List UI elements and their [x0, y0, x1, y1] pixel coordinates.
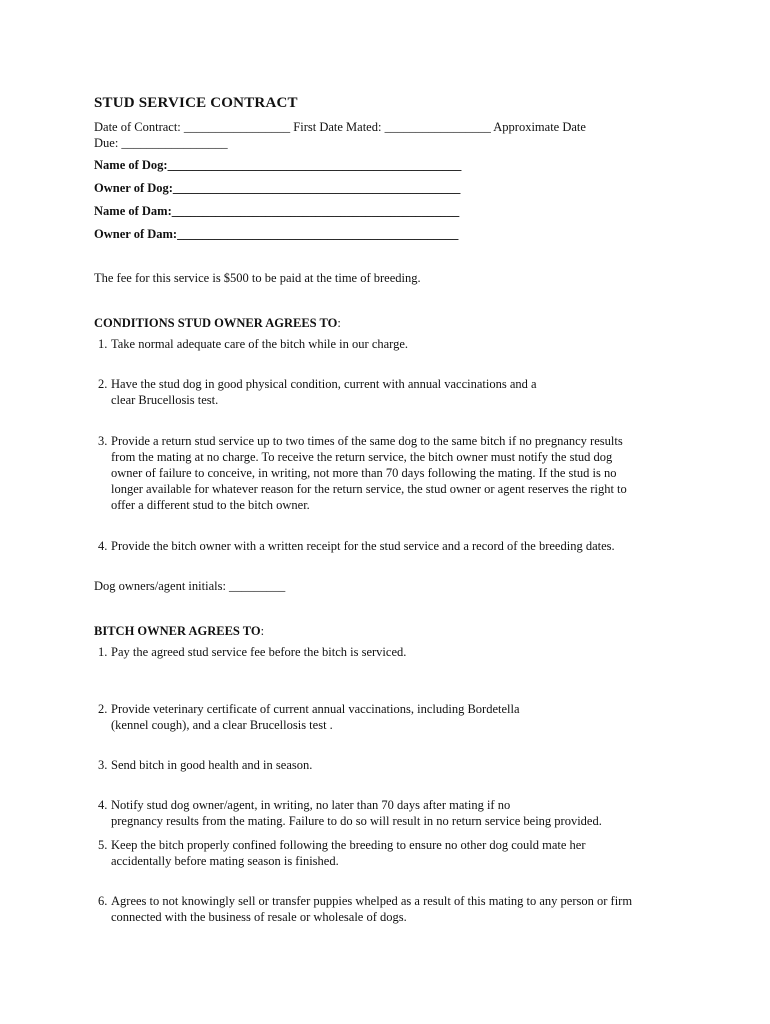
list-item-text: Keep the bitch properly confined following the breeding to ensure no other dog could mate her [111, 838, 586, 852]
list-number: 4. [98, 798, 108, 812]
bitch-item-4 [98, 797, 602, 829]
list-item-text: from the mating at no charge. To receive the return service, the bitch owner must notify the stud dog [111, 450, 613, 464]
list-number: 1. [98, 337, 108, 351]
bitch-item-6 [98, 893, 632, 925]
stud-item-4 [98, 538, 615, 554]
list-item-text: clear Brucellosis test. [111, 393, 219, 407]
bitch-section-heading [94, 623, 264, 639]
list-item-text: Provide the bitch owner with a written receipt for the stud service and a record of the breeding dates. [111, 539, 615, 553]
list-number: 2. [98, 702, 108, 716]
list-item-text: Have the stud dog in good physical condition, current with annual vaccinations and a [111, 377, 537, 391]
fee-text: The fee for this service is $500 to be paid at the time of breeding. [94, 271, 421, 285]
initials-line: Dog owners/agent initials: _________ [94, 579, 286, 593]
list-item-text: (kennel cough), and a clear Brucellosis test . [111, 718, 333, 732]
list-number: 4. [98, 539, 108, 553]
stud-item-2 [98, 376, 537, 408]
list-item-text: Pay the agreed stud service fee before the bitch is serviced. [111, 645, 407, 659]
list-number: 1. [98, 645, 108, 659]
list-item-text: Agrees to not knowingly sell or transfer puppies whelped as a result of this mating to any person or firm [111, 894, 633, 908]
list-item-text: accidentally before mating season is finished. [111, 854, 339, 868]
field-owner-of-dog: Owner of Dog:______________________________________________ [94, 181, 461, 195]
page-title: STUD SERVICE CONTRACT [94, 95, 298, 111]
list-item-text: offer a different stud to the bitch owner. [111, 498, 310, 512]
list-number: 6. [98, 894, 108, 908]
bitch-item-1 [98, 644, 406, 660]
stud-section-heading [94, 315, 341, 331]
list-item-text: Provide veterinary certificate of current annual vaccinations, including Bordetella [111, 702, 520, 716]
bitch-item-5 [98, 837, 586, 869]
list-number: 2. [98, 377, 108, 391]
list-item-text: connected with the business of resale or wholesale of dogs. [111, 910, 407, 924]
stud-heading-colon: : [337, 316, 341, 330]
stud-heading-text: CONDITIONS STUD OWNER AGREES TO [94, 316, 338, 330]
list-item-text: Take normal adequate care of the bitch while in our charge. [111, 337, 409, 351]
list-number: 5. [98, 838, 108, 852]
list-item-text: owner of failure to conceive, in writing, not more than 70 days following the mating. If the stud is no [111, 466, 617, 480]
list-item-text: Provide a return stud service up to two times of the same dog to the same bitch if no pregnancy results [111, 434, 623, 448]
bitch-item-2 [98, 701, 520, 733]
field-name-of-dam: Name of Dam:______________________________________________ [94, 204, 460, 218]
list-item-text: longer available for whatever reason for the return service, the stud owner or agent reserves the right to [111, 482, 627, 496]
bitch-item-3 [98, 757, 312, 773]
list-number: 3. [98, 434, 108, 448]
bitch-heading-colon: : [260, 624, 265, 638]
field-owner-of-dam: Owner of Dam:_____________________________________________ [94, 227, 459, 241]
stud-item-1 [98, 336, 408, 352]
date-line-2: Due: _________________ [94, 136, 228, 150]
list-item-text: Send bitch in good health and in season. [111, 758, 313, 772]
field-name-of-dog: Name of Dog:_______________________________________________ [94, 158, 462, 172]
stud-item-3 [98, 433, 627, 513]
date-line-1: Date of Contract: _________________ First Date Mated: _________________ Approximate Date [94, 120, 586, 134]
bitch-heading-text: BITCH OWNER AGREES TO [94, 624, 261, 638]
list-number: 3. [98, 758, 108, 772]
list-item-text: pregnancy results from the mating. Failure to do so will result in no return service being provided. [111, 814, 602, 828]
list-item-text: Notify stud dog owner/agent, in writing, no later than 70 days after mating if no [111, 798, 511, 812]
